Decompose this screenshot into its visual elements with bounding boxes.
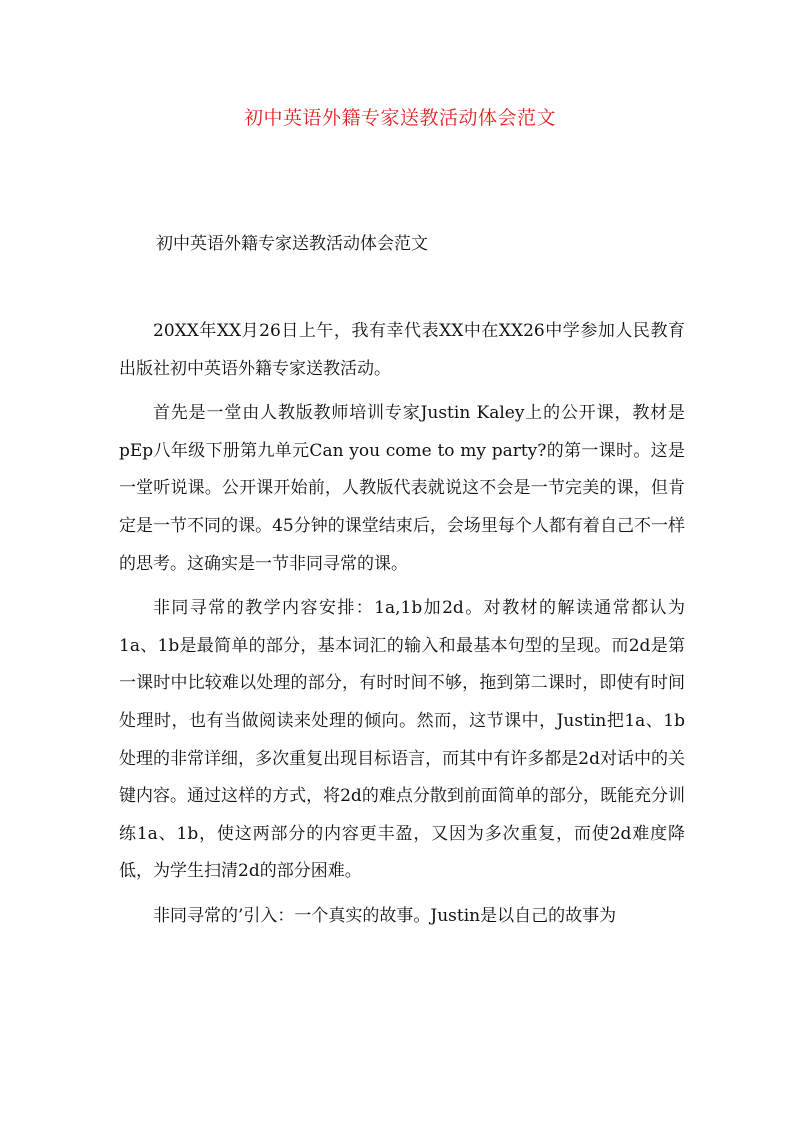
paragraph-1: 20XX年XX月26日上午，我有幸代表XX中在XX26中学参加人民教育出版社初中英语外籍专家送教活动。 [119, 321, 685, 379]
document-subtitle: 初中英语外籍专家送教活动体会范文 [156, 234, 428, 254]
paragraph-2: 首先是一堂由人教版教师培训专家Justin Kaley上的公开课，教材是pEp八年级下册第九单元Can you come to my party?的第一课时。这是一堂听说课。公开课开始前，人教版代表就说这不会是一节完美的课，但肯定是一节不同的课。45分钟的课堂结束后，会场里每个人都有着自己不一样的思考。这确实是一节非同寻常的课。 [119, 403, 685, 574]
document-body [119, 313, 685, 943]
paragraph-4: 非同寻常的’引入：一个真实的故事。Justin是以自己的故事为 [153, 905, 617, 926]
paragraph-3: 非同寻常的教学内容安排：1a,1b加2d。对教材的解读通常都认为1a、1b是最简单的部分，基本词汇的输入和最基本句型的呈现。而2d是第一课时中比较难以处理的部分，有时时间不够，拖到第二课时，即使有时间处理时，也有当做阅读来处理的倾向。然而，这节课中，Justin把1a、1b处理的非常详细，多次重复出现目标语言，而其中有许多都是2d对话中的关键内容。通过这样的方式，将2d的难点分散到前面简单的部分，既能充分训练1a、1b，使这两部分的内容更丰盈，又因为多次重复，而使2d难度降低，为学生扫清2d的部分困难。 [119, 598, 685, 882]
document-title: 初中英语外籍专家送教活动体会范文 [243, 107, 556, 129]
